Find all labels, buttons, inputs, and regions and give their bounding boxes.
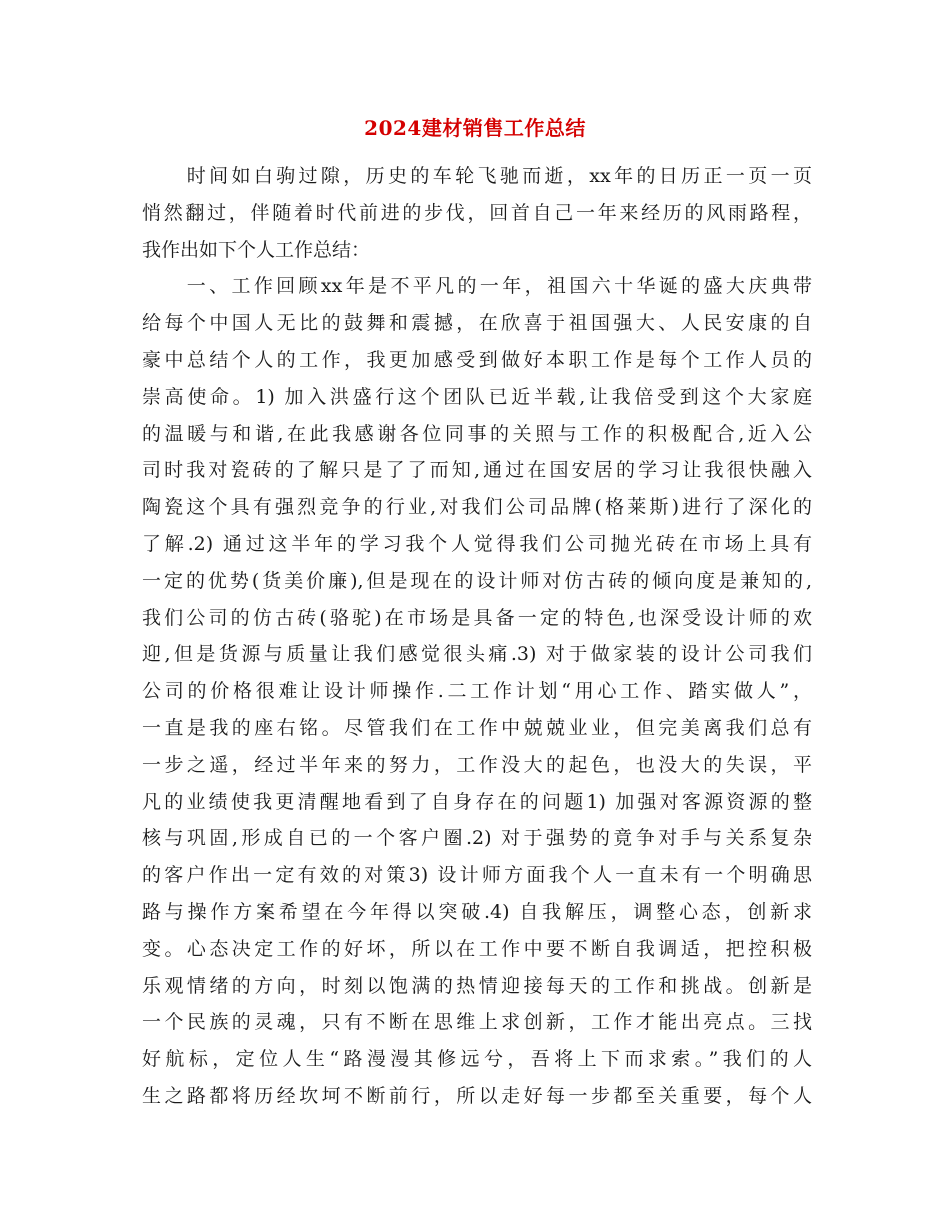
paragraph-line: 乐观情绪的方向，时刻以饱满的热情迎接每天的工作和挑战。创新是: [142, 974, 812, 997]
paragraph-line: 生之路都将历经坎坷不断前行，所以走好每一步都至关重要，每个人: [142, 1084, 812, 1107]
paragraph-line: 变。心态决定工作的好坏，所以在工作中要不断自我调适，把控积极: [142, 937, 812, 960]
paragraph-line: 公司的价格很难让设计师操作.二工作计划“用心工作、踏实做人”，: [142, 680, 812, 703]
paragraph-line: 迎,但是货源与质量让我们感觉很头痛.3) 对于做家装的设计公司我们: [142, 643, 812, 666]
paragraph-line: 我作出如下个人工作总结：: [142, 238, 371, 261]
paragraph-line: 一个民族的灵魂，只有不断在思维上求创新，工作才能出亮点。三找: [142, 1011, 812, 1034]
paragraph-line: 时间如白驹过隙，历史的车轮飞驰而逝，xx年的日历正一页一页: [142, 165, 812, 187]
paragraph-line: 我们公司的仿古砖(骆驼)在市场是具备一定的特色,也深受设计师的欢: [142, 606, 812, 629]
paragraph-line: 的客户作出一定有效的对策3) 设计师方面我个人一直未有一个明确思: [142, 864, 812, 887]
paragraph-line: 悄然翻过，伴随着时代前进的步伐，回首自己一年来经历的风雨路程，: [142, 201, 812, 224]
paragraph-line: 好航标，定位人生“路漫漫其修远兮，吾将上下而求索。”我们的人: [142, 1048, 812, 1071]
paragraph-line: 一步之遥，经过半年来的努力，工作没大的起色，也没大的失误，平: [142, 753, 812, 776]
paragraph-line: 一、工作回顾xx年是不平凡的一年，祖国六十华诞的盛大庆典带: [142, 275, 812, 298]
paragraph-line: 陶瓷这个具有强烈竞争的行业,对我们公司品牌(格莱斯)进行了深化的: [142, 496, 812, 519]
paragraph-line: 豪中总结个人的工作，我更加感受到做好本职工作是每个工作人员的: [142, 348, 812, 371]
paragraph-line: 一直是我的座右铭。尽管我们在工作中兢兢业业，但完美离我们总有: [142, 716, 812, 739]
paragraph-line: 路与操作方案希望在今年得以突破.4) 自我解压，调整心态，创新求: [142, 900, 812, 923]
paragraph-line: 的温暖与和谐,在此我感谢各位同事的关照与工作的积极配合,近入公: [142, 422, 812, 445]
document-body: [142, 158, 812, 1115]
paragraph-line: 崇高使命。1) 加入洪盛行这个团队已近半载,让我倍受到这个大家庭: [142, 385, 812, 408]
paragraph-line: 凡的业绩使我更清醒地看到了自身存在的问题1) 加强对客源资源的整: [142, 790, 812, 813]
paragraph-line: 给每个中国人无比的鼓舞和震撼，在欣喜于祖国强大、人民安康的自: [142, 312, 812, 335]
paragraph-line: 一定的优势(货美价廉),但是现在的设计师对仿古砖的倾向度是兼知的,: [142, 569, 812, 592]
paragraph-line: 了解.2) 通过这半年的学习我个人觉得我们公司抛光砖在市场上具有: [142, 532, 812, 555]
document-title: 2024建材销售工作总结: [364, 116, 586, 140]
paragraph-line: 司时我对瓷砖的了解只是了了而知,通过在国安居的学习让我很快融入: [142, 459, 812, 482]
paragraph-line: 核与巩固,形成自已的一个客户圈.2) 对于强势的竟争对手与关系复杂: [142, 827, 812, 850]
